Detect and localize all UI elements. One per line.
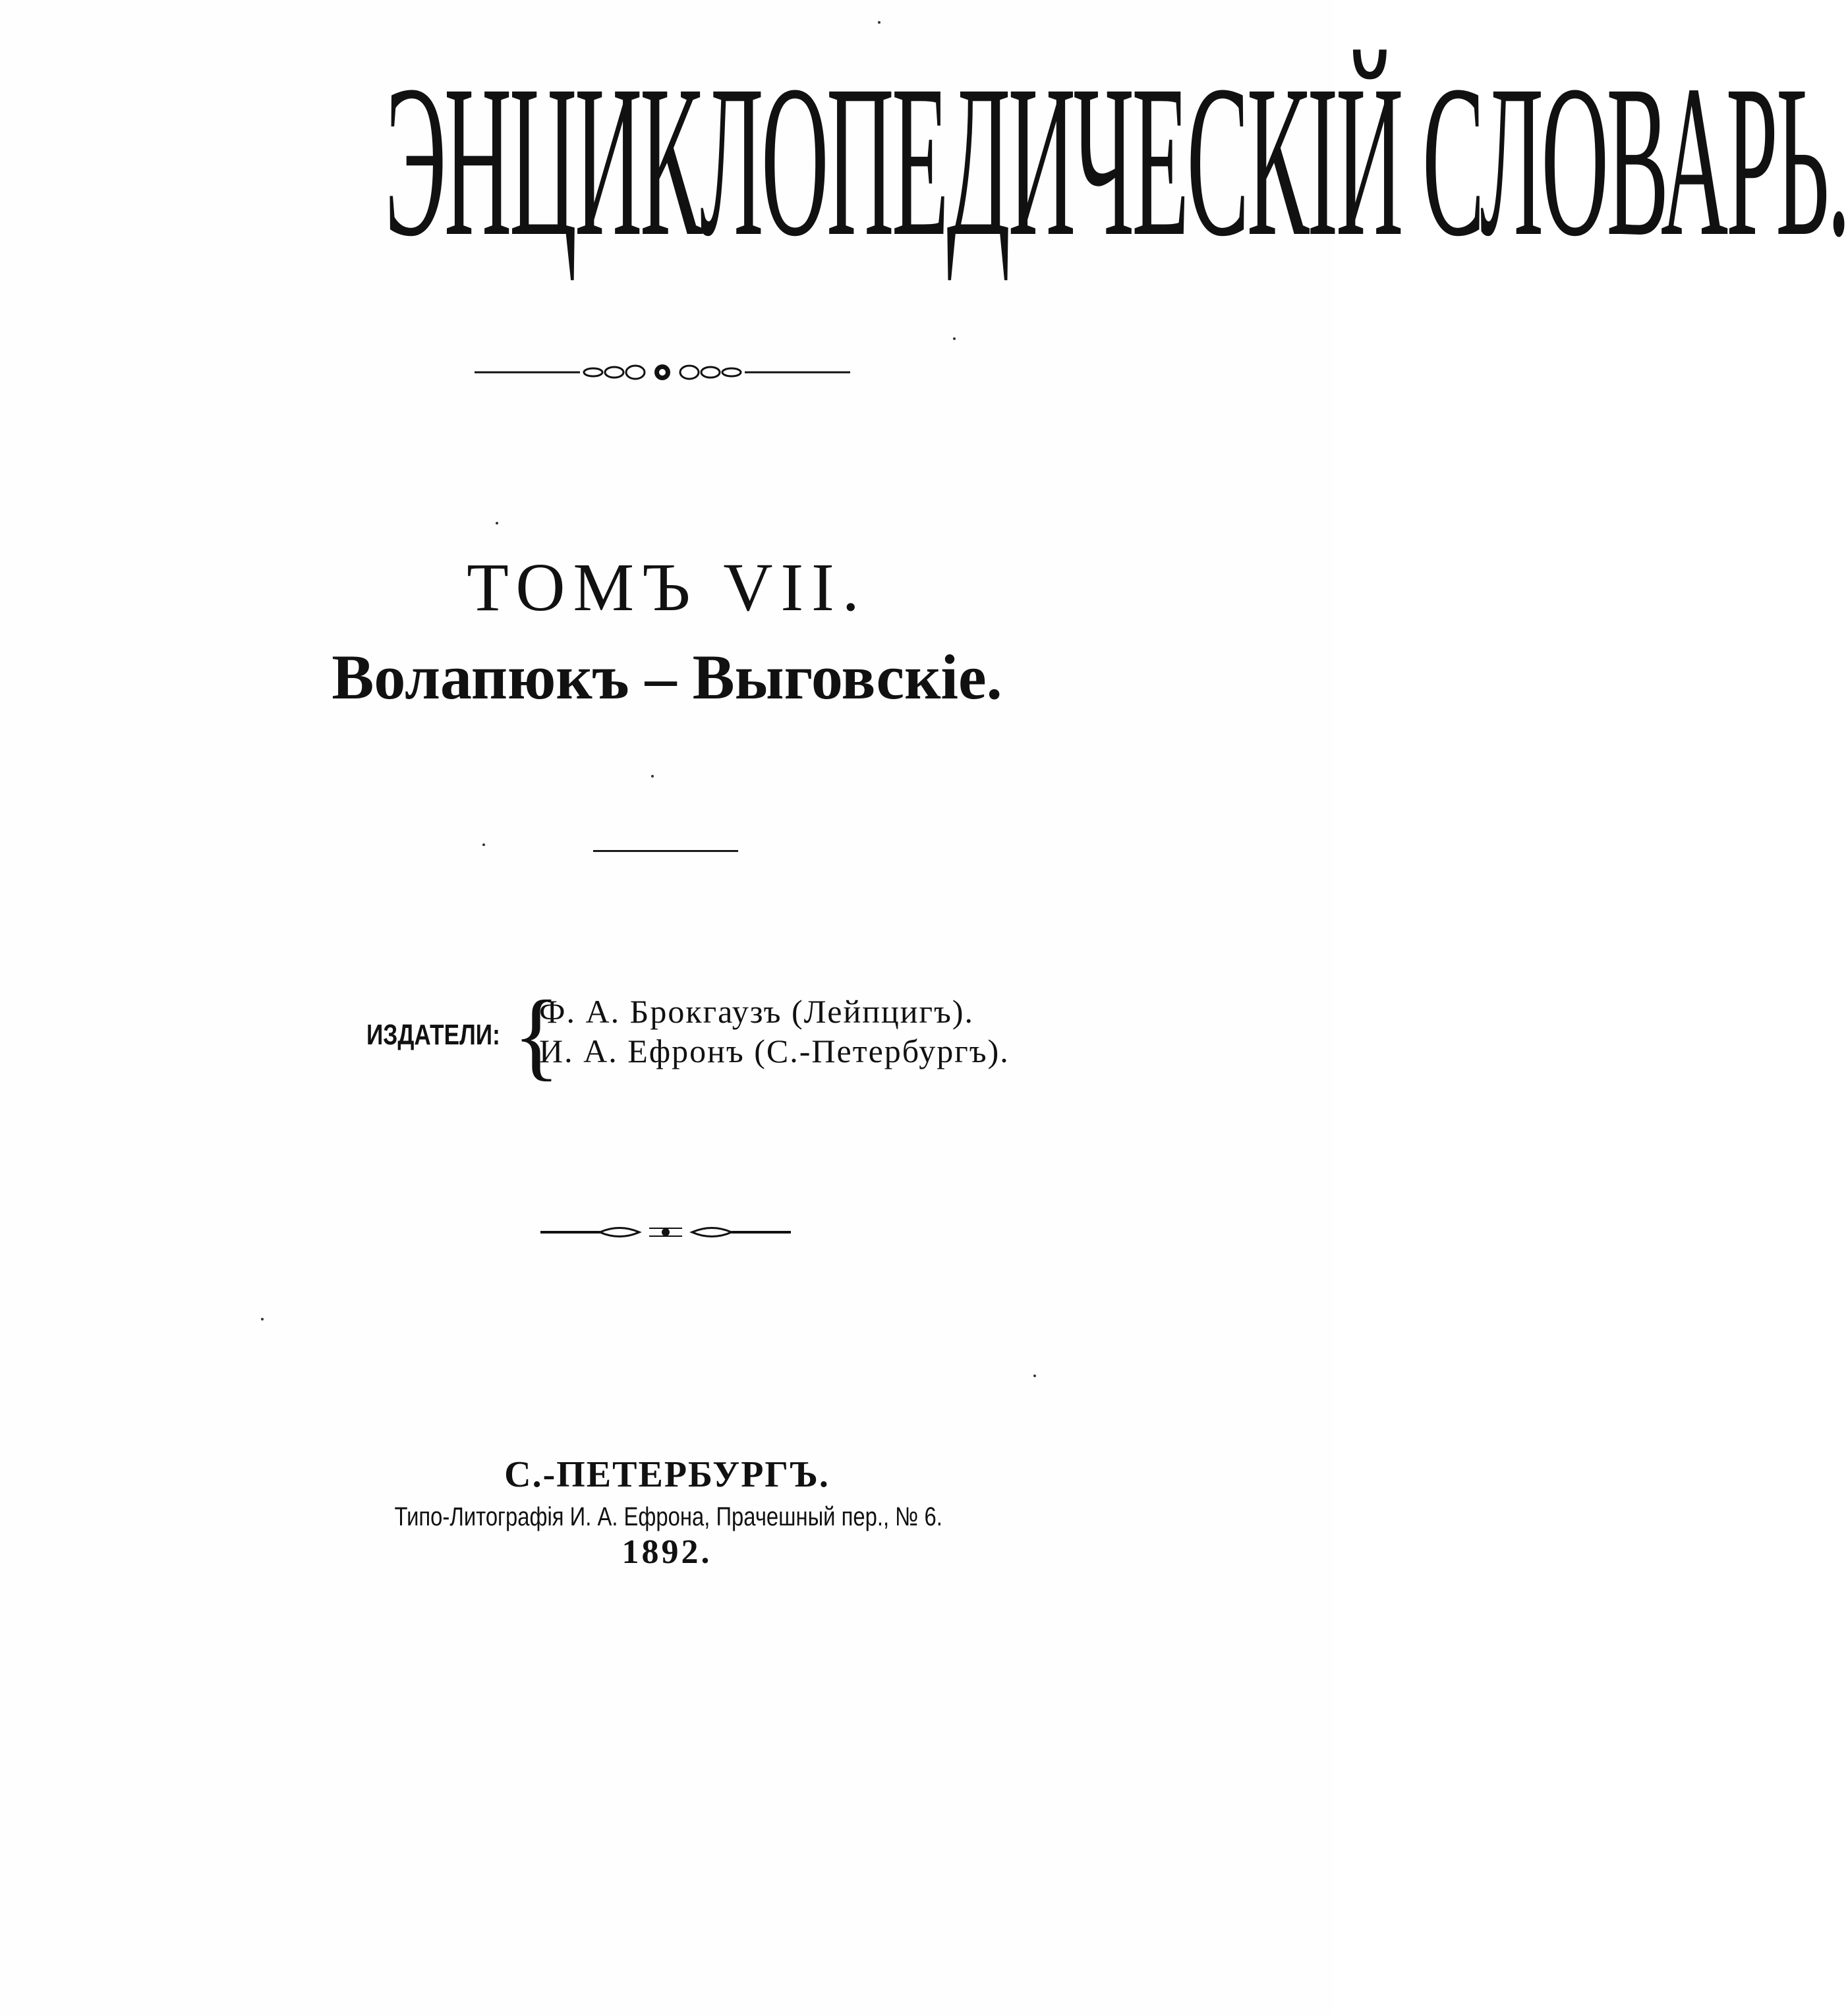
paper-speck: [651, 775, 654, 778]
publisher-line: Ф. А. Брокгаузъ (Лейпцигъ).: [539, 993, 974, 1030]
paper-speck: [496, 522, 498, 525]
ornament-bottom-icon: [540, 1222, 791, 1242]
imprint-printer: Типо-Литографія И. А. Ефрона, Прачешный пер., № 6.: [394, 1502, 942, 1531]
paper-speck: [1033, 1375, 1036, 1377]
imprint-year: 1892.: [621, 1533, 712, 1571]
encyclopedia-title: ЭНЦИКЛОПЕДИЧЕСКІЙ СЛОВАРЬ.: [384, 41, 1848, 281]
publisher-line: И. А. Ефронъ (С.-Петербургъ).: [539, 1033, 1010, 1069]
ornament-top-icon: [475, 359, 850, 385]
brace-icon: {: [513, 980, 560, 1090]
paper-speck: [953, 337, 956, 340]
divider-rule: [593, 850, 738, 852]
paper-speck: [482, 843, 485, 846]
volume-range: Волапюкъ – Выговскіе.: [332, 642, 1002, 712]
paper-speck: [261, 1318, 264, 1320]
paper-speck: [878, 21, 881, 24]
imprint-city: С.-ПЕТЕРБУРГЪ.: [504, 1454, 830, 1495]
publishers-block: [366, 980, 1025, 1090]
publishers-label: ИЗДАТЕЛИ:: [366, 1019, 500, 1051]
volume-number: ТОМЪ VII.: [467, 550, 867, 625]
